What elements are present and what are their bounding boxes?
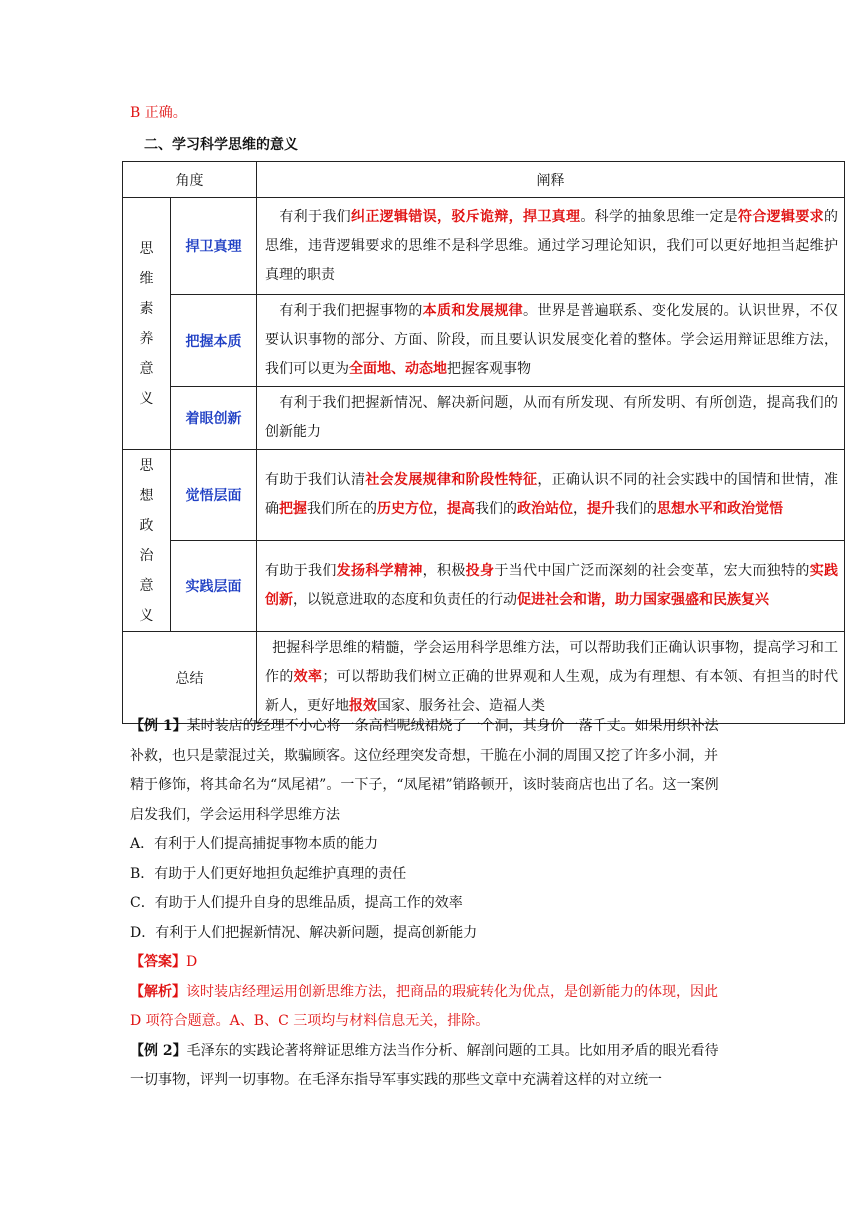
- category-defend-truth: 捍卫真理: [171, 198, 257, 295]
- summary-text: 把握科学思维的精髓，学会运用科学思维方法，可以帮助我们正确认识事物，提高学习和工作的效率；可以帮助我们树立正确的世界观和人生观，成为有理想、有本领、有担当的时代新人，更好地报效国家、服务社会、造福人类: [257, 632, 845, 724]
- explain-grasp-essence: 有利于我们把握事物的本质和发展规律。世界是普遍联系、变化发展的。认识世界，不仅要认识事物的部分、方面、阶段，而且要认识发展变化着的整体。学会运用辩证思维方法，我们可以更为全面地、动态地把握客观事物: [257, 295, 845, 387]
- option-a: A．有利于人们提高捕捉事物本质的能力: [130, 836, 379, 852]
- table-row: [123, 295, 845, 387]
- table-row: [123, 198, 845, 295]
- header-explain: 阐释: [257, 162, 845, 198]
- answer-line: 【答案】D: [130, 954, 198, 970]
- example2-stem: 【例 2】毛泽东的实践论著将辩证思维方法当作分析、解剖问题的工具。比如用矛盾的眼光看待一切事物，评判一切事物。在毛泽东指导军事实践的那些文章中充满着这样的对立统一: [130, 1042, 719, 1088]
- category-innovation: 着眼创新: [171, 387, 257, 450]
- category-awareness: 觉悟层面: [171, 450, 257, 541]
- group-label-thinking-literacy: 思 维 素 养 意 义: [123, 198, 171, 450]
- header-angle: 角度: [123, 162, 257, 198]
- significance-table: [122, 161, 845, 724]
- section-title: 二、学习科学思维的意义: [144, 137, 298, 153]
- example1-stem: 【例 1】某时装店的经理不小心将一条高档呢绒裙烧了一个洞，其身价一落千丈。如果用织补法补救，也只是蒙混过关，欺骗顾客。这位经理突发奇想，干脆在小洞的周围又挖了许多小洞，并精于修饰，将其命名为“凤尾裙”。一下子，“凤尾裙”销路顿开，该时装商店也出了名。这一案例启发我们，学会运用科学思维方法: [130, 718, 719, 823]
- explain-defend-truth: 有利于我们纠正逻辑错误，驳斥诡辩，捍卫真理。科学的抽象思维一定是符合逻辑要求的思维，违背逻辑要求的思维不是科学思维。通过学习理论知识，我们可以更好地担当起维护真理的职责: [257, 198, 845, 295]
- examples-section: [130, 712, 730, 1096]
- explain-innovation: 有利于我们把握新情况、解决新问题，从而有所发现、有所发明、有所创造，提高我们的创新能力: [257, 387, 845, 450]
- category-grasp-essence: 把握本质: [171, 295, 257, 387]
- table-row: [123, 450, 845, 541]
- analysis-line: 【解析】该时装店经理运用创新思维方法，把商品的瑕疵转化为优点，是创新能力的体现，因此 D 项符合题意。A、B、C 三项均与材料信息无关，排除。: [130, 983, 718, 1029]
- explain-awareness: 有助于我们认清社会发展规律和阶段性特征，正确认识不同的社会实践中的国情和世情，准确把握我们所在的历史方位，提高我们的政治站位，提升我们的思想水平和政治觉悟: [257, 450, 845, 541]
- explain-practice: 有助于我们发扬科学精神，积极投身于当代中国广泛而深刻的社会变革，宏大而独特的实践创新，以锐意进取的态度和负责任的行动促进社会和谐，助力国家强盛和民族复兴: [257, 541, 845, 632]
- table-header-row: [123, 162, 845, 198]
- option-b: B．有助于人们更好地担负起维护真理的责任: [130, 865, 407, 882]
- table-row: [123, 387, 845, 450]
- table-row: [123, 632, 845, 724]
- option-d: D．有利于人们把握新情况、解决新问题，提高创新能力: [130, 924, 478, 941]
- group-label-political: 思 想 政 治 意 义: [123, 450, 171, 632]
- option-c: C．有助于人们提升自身的思维品质，提高工作的效率: [130, 895, 463, 911]
- summary-label: 总结: [123, 632, 257, 724]
- category-practice: 实践层面: [171, 541, 257, 632]
- previous-answer-line: B 正确。: [130, 105, 187, 121]
- table-row: [123, 541, 845, 632]
